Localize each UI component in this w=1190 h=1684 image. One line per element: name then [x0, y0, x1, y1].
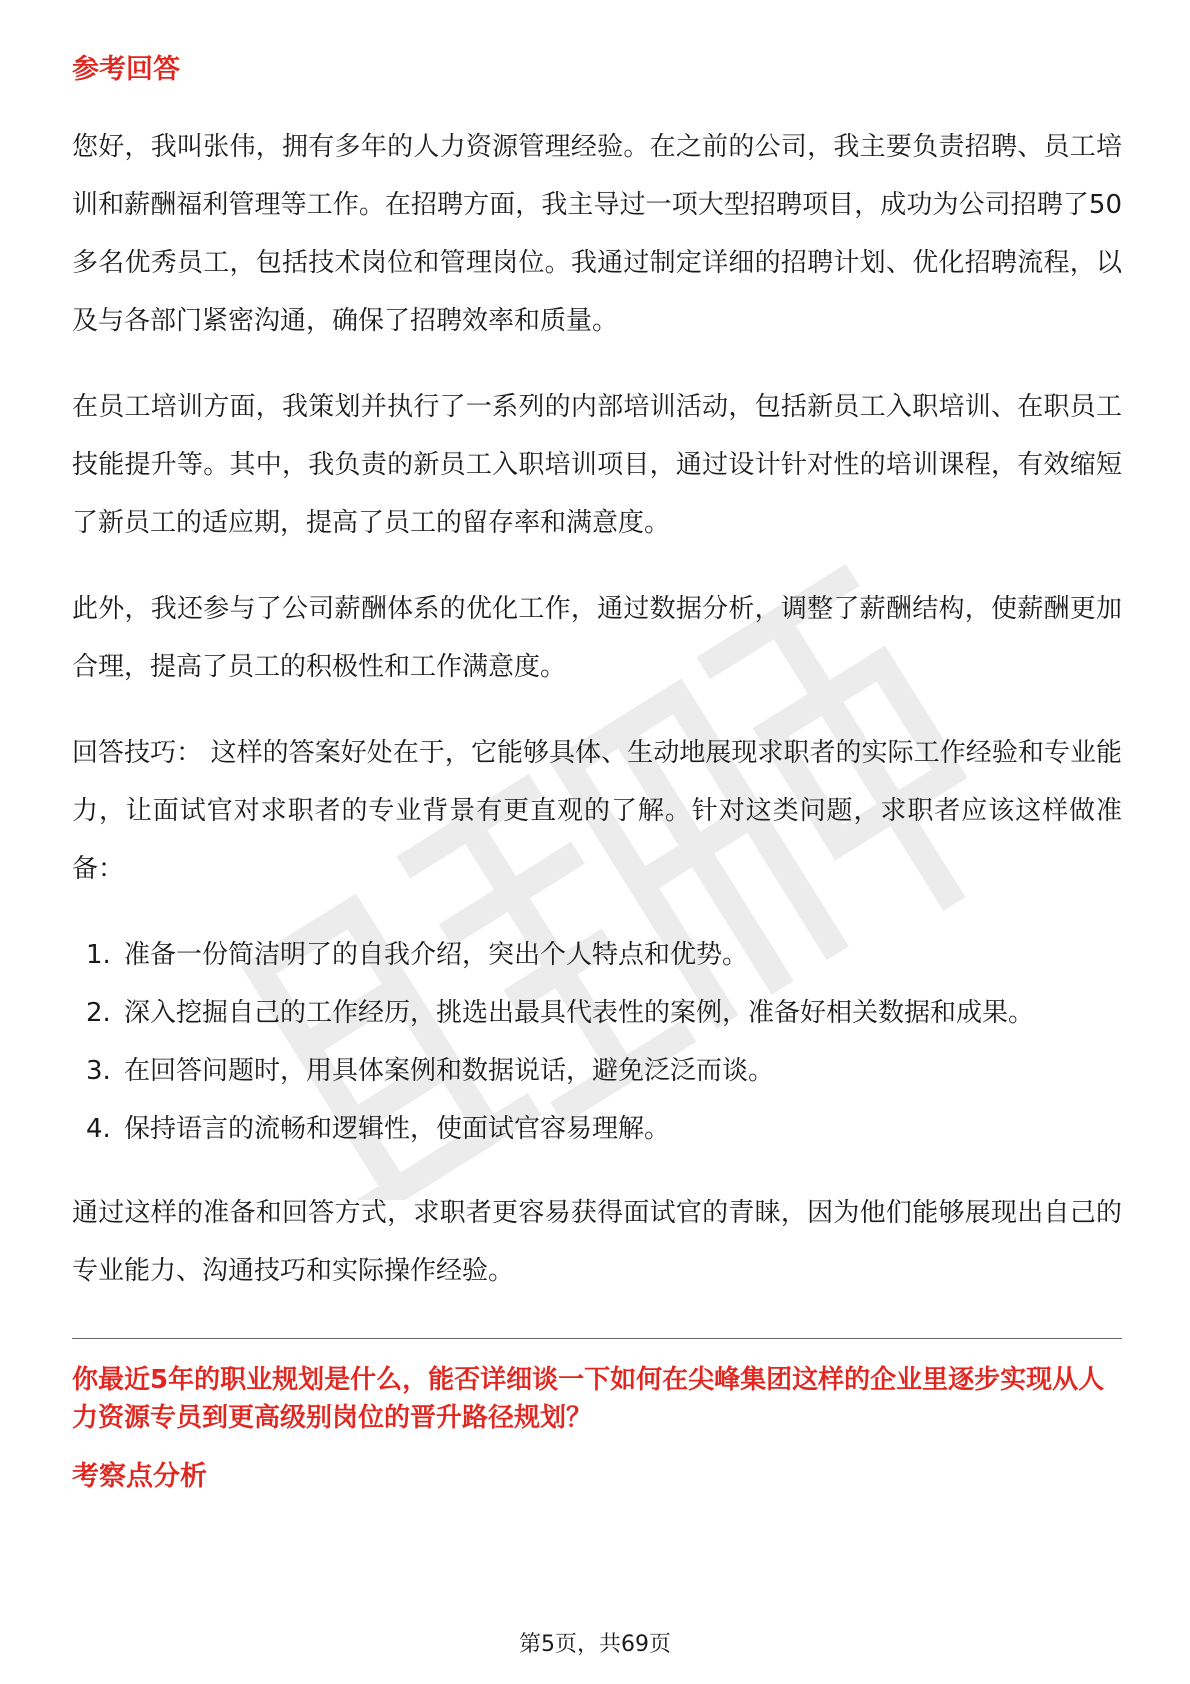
paragraph-intro: 您好，我叫张伟，拥有多年的人力资源管理经验。在之前的公司，我主要负责招聘、员工培训和薪酬福利管理等工作。在招聘方面，我主导过一项大型招聘项目，成功为公司招聘了50多名优秀员工，包括技术岗位和管理岗位。我通过制定详细的招聘计划、优化招聘流程，以及与各部门紧密沟通，确保了招聘效率和质量。 — [72, 132, 1122, 336]
list-text: 准备一份简洁明了的自我介绍，突出个人特点和优势。 — [124, 940, 749, 970]
paragraph-closing: 通过这样的准备和回答方式，求职者更容易获得面试官的青睐，因为他们能够展现出自己的专业能力、沟通技巧和实际操作经验。 — [72, 1198, 1122, 1286]
list-number: 3. — [86, 1056, 111, 1086]
list-text: 保持语言的流畅和逻辑性，使面试官容易理解。 — [124, 1114, 671, 1144]
list-item — [72, 984, 1122, 1042]
paragraph-compensation: 此外，我还参与了公司薪酬体系的优化工作，通过数据分析，调整了薪酬结构，使薪酬更加合理，提高了员工的积极性和工作满意度。 — [72, 594, 1122, 682]
analysis-heading: 考察点分析 — [72, 1461, 207, 1492]
section-divider — [72, 1338, 1122, 1339]
list-number: 1. — [86, 940, 111, 970]
paragraph-training: 在员工培训方面，我策划并执行了一系列的内部培训活动，包括新员工入职培训、在职员工技能提升等。其中，我负责的新员工入职培训项目，通过设计针对性的培训课程，有效缩短了新员工的适应期，提高了员工的留存率和满意度。 — [72, 392, 1122, 538]
next-question: 你最近5年的职业规划是什么，能否详细谈一下如何在尖峰集团这样的企业里逐步实现从人力资源专员到更高级别岗位的晋升路径规划？ — [72, 1365, 1105, 1433]
list-text: 在回答问题时，用具体案例和数据说话，避免泛泛而谈。 — [124, 1056, 775, 1086]
content-area — [72, 50, 1122, 1497]
page-footer: 第5页，共69页 — [519, 1632, 671, 1657]
list-number: 2. — [86, 998, 111, 1028]
list-item — [72, 1042, 1122, 1100]
list-item — [72, 1100, 1122, 1158]
list-number: 4. — [86, 1114, 111, 1144]
list-text: 深入挖掘自己的工作经历，挑选出最具代表性的案例，准备好相关数据和成果。 — [124, 998, 1035, 1028]
list-item — [72, 926, 1122, 984]
paragraph-tips: 回答技巧： 这样的答案好处在于，它能够具体、生动地展现求职者的实际工作经验和专业能力，让面试官对求职者的专业背景有更直观的了解。针对这类问题，求职者应该这样做准备： — [72, 738, 1122, 884]
tips-list — [72, 926, 1122, 1158]
answer-heading: 参考回答 — [72, 54, 180, 85]
